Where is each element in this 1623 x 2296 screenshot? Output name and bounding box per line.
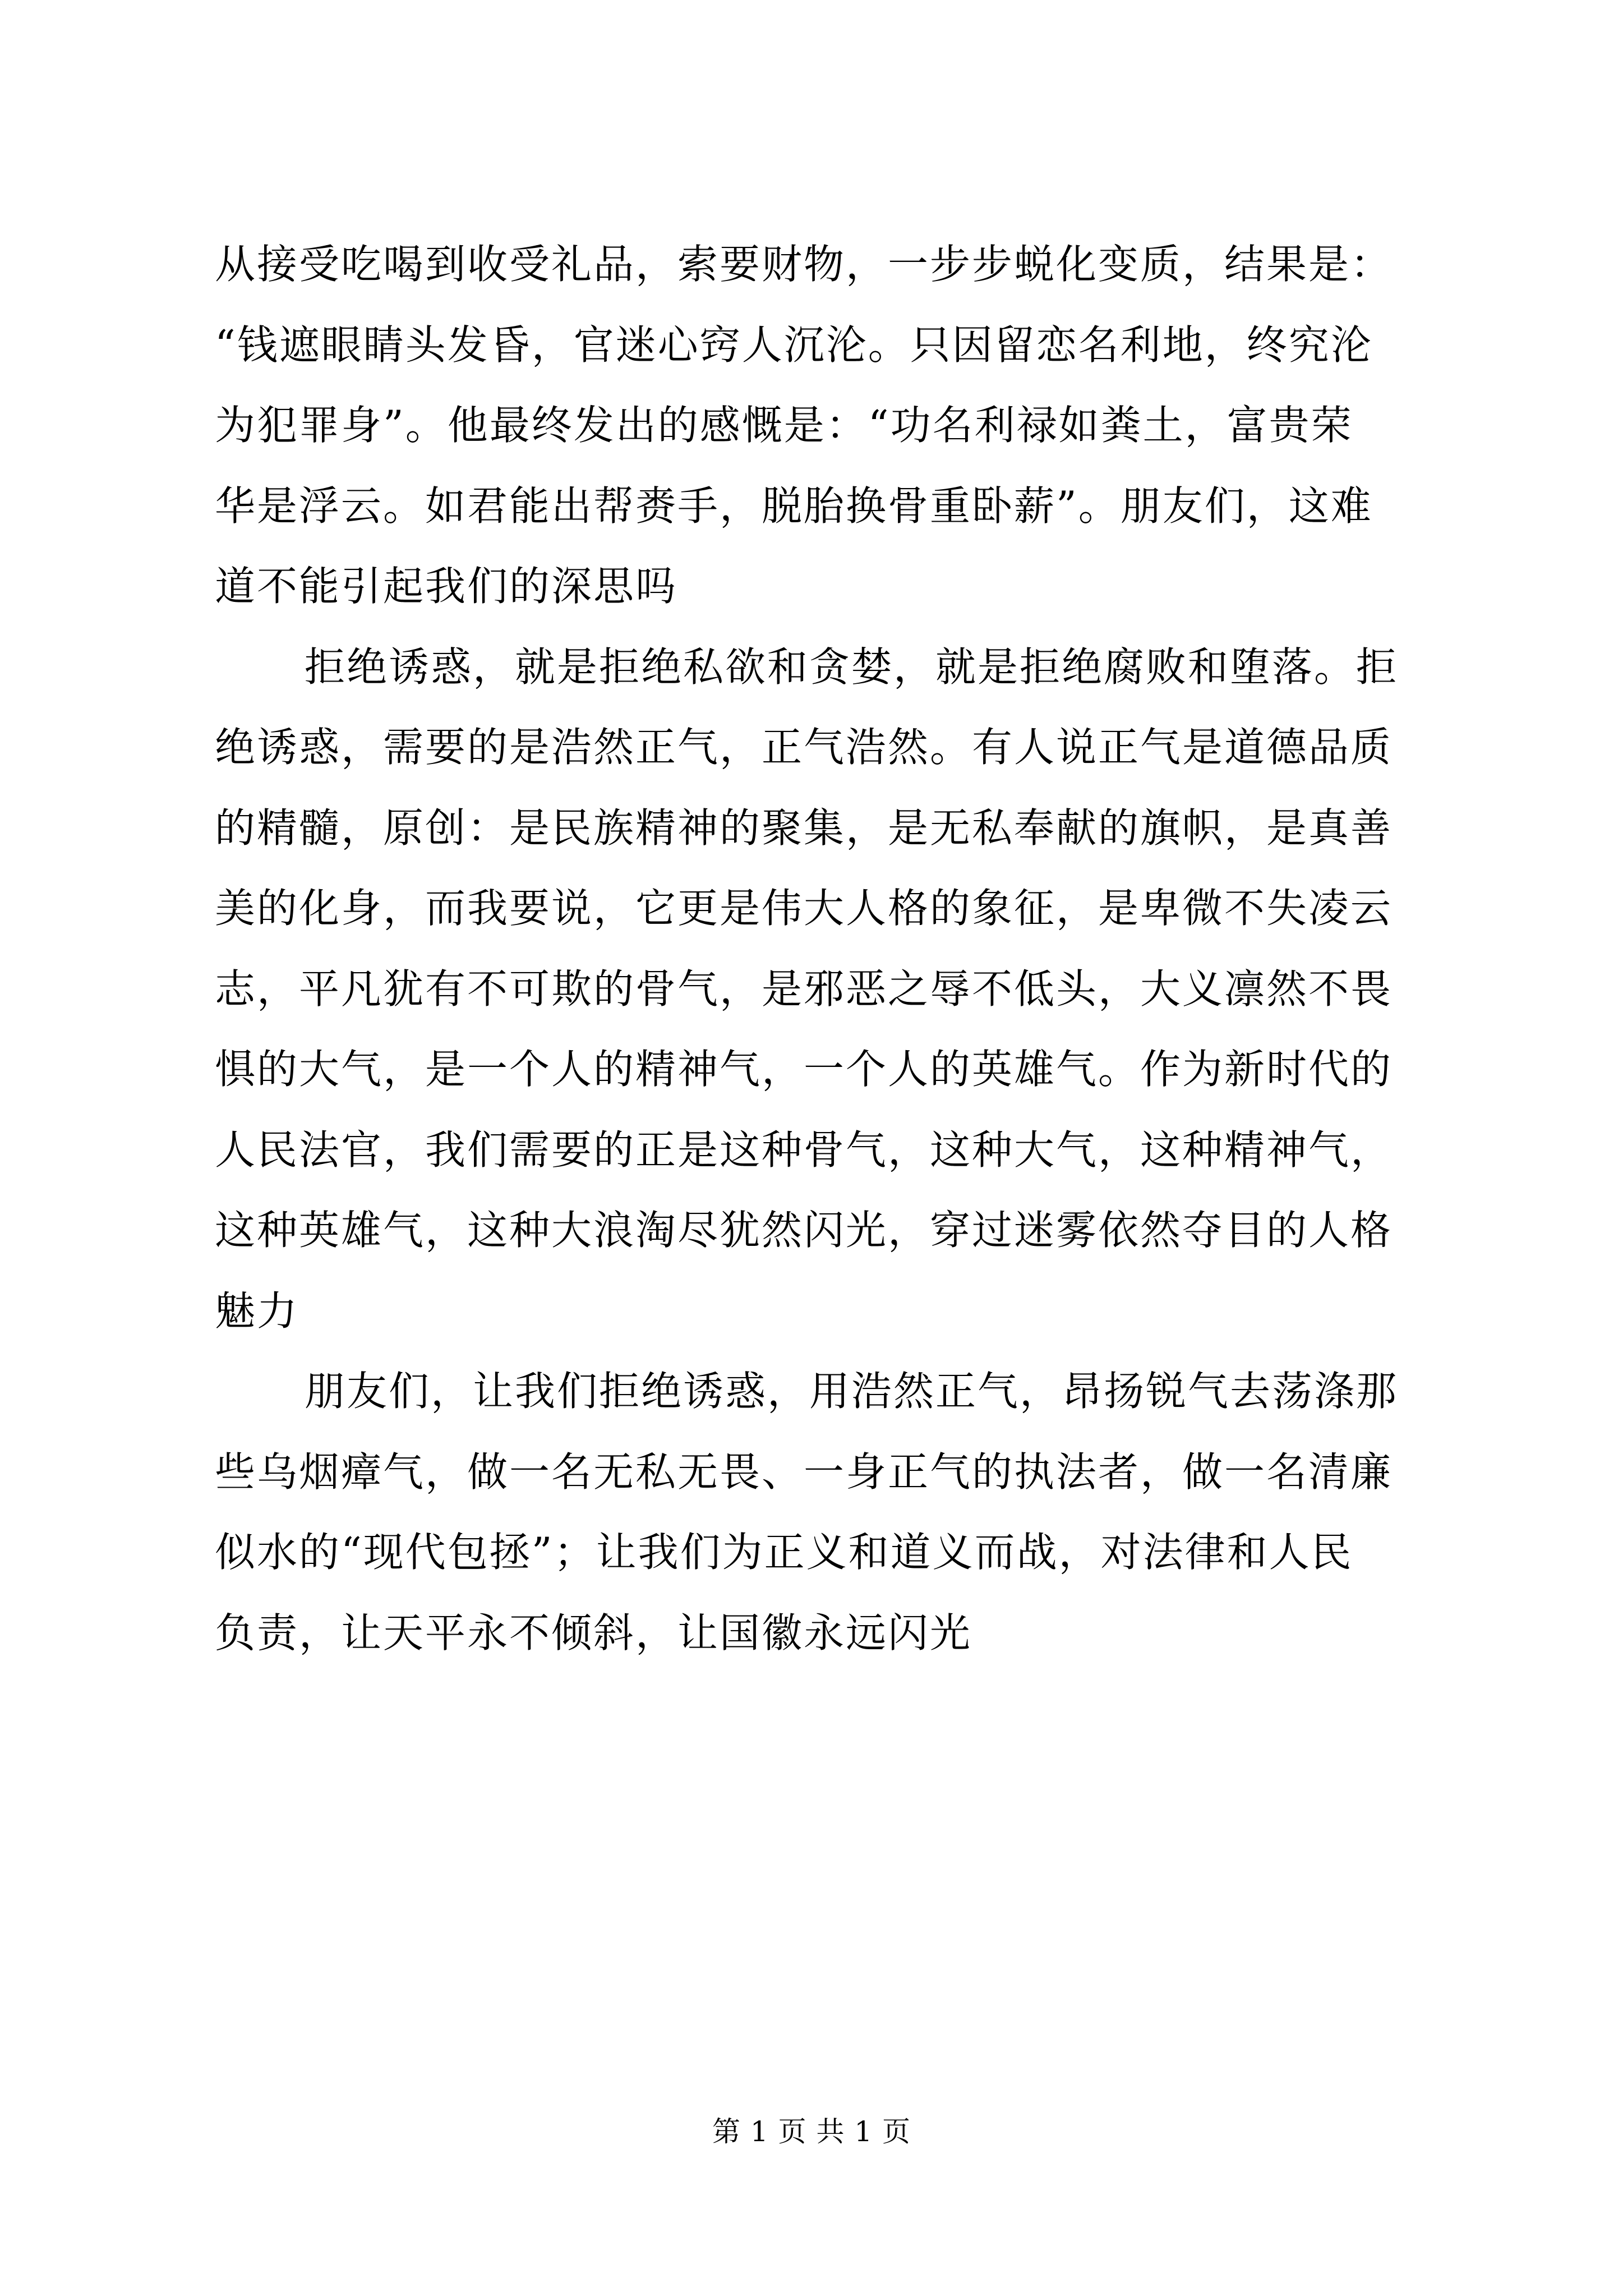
paragraph-line: 负责，让天平永不倾斜，让国徽永远闪光 <box>215 1609 972 1657</box>
paragraph-line: 些乌烟瘴气，做一名无私无畏、一身正气的执法者，做一名清廉 <box>215 1448 1393 1496</box>
paragraph-line: 惧的大气，是一个人的精神气，一个人的英雄气。作为新时代的 <box>215 1046 1393 1093</box>
paragraph-2 <box>215 627 1437 1352</box>
paragraph-line: 为犯罪身”。他最终发出的感慨是：“功名利禄如粪土，富贵荣 <box>215 402 1353 449</box>
paragraph-3 <box>215 1351 1437 1673</box>
page-number-label: 第 1 页 共 1 页 <box>712 2115 911 2148</box>
paragraph-line: 的精髓，原创：是民族精神的聚集，是无私奉献的旗帜，是真善 <box>215 804 1393 852</box>
paragraph-line: 人民法官，我们需要的正是这种骨气，这种大气，这种精神气， <box>215 1126 1393 1174</box>
paragraph-line: 志，平凡犹有不可欺的骨气，是邪恶之辱不低头，大义凛然不畏 <box>215 965 1393 1013</box>
paragraph-line: 这种英雄气，这种大浪淘尽犹然闪光，穿过迷雾依然夺目的人格 <box>215 1207 1393 1254</box>
paragraph-1 <box>215 224 1437 627</box>
paragraph-line: 绝诱惑，需要的是浩然正气，正气浩然。有人说正气是道德品质 <box>215 724 1393 771</box>
page-footer <box>0 2109 1623 2154</box>
paragraph-line: 美的化身，而我要说，它更是伟大人格的象征，是卑微不失凌云 <box>215 885 1393 932</box>
paragraph-line: 从接受吃喝到收受礼品，索要财物，一步步蜕化变质，结果是： <box>215 241 1393 288</box>
paragraph-line: 朋友们，让我们拒绝诱惑，用浩然正气，昂扬锐气去荡涤那 <box>305 1368 1399 1415</box>
document-body <box>215 224 1437 1673</box>
paragraph-line: 拒绝诱惑，就是拒绝私欲和贪婪，就是拒绝腐败和堕落。拒 <box>305 643 1399 691</box>
paragraph-line: 华是浮云。如君能出帮赉手，脱胎换骨重卧薪”。朋友们，这难 <box>215 482 1373 530</box>
paragraph-line: 似水的“现代包拯”；让我们为正义和道义而战，对法律和人民 <box>215 1529 1353 1576</box>
paragraph-line: “钱遮眼睛头发昏，官迷心窍人沉沦。只因留恋名利地，终究沦 <box>215 321 1373 369</box>
paragraph-line: 魅力 <box>215 1287 299 1335</box>
paragraph-line: 道不能引起我们的深思吗 <box>215 563 678 610</box>
